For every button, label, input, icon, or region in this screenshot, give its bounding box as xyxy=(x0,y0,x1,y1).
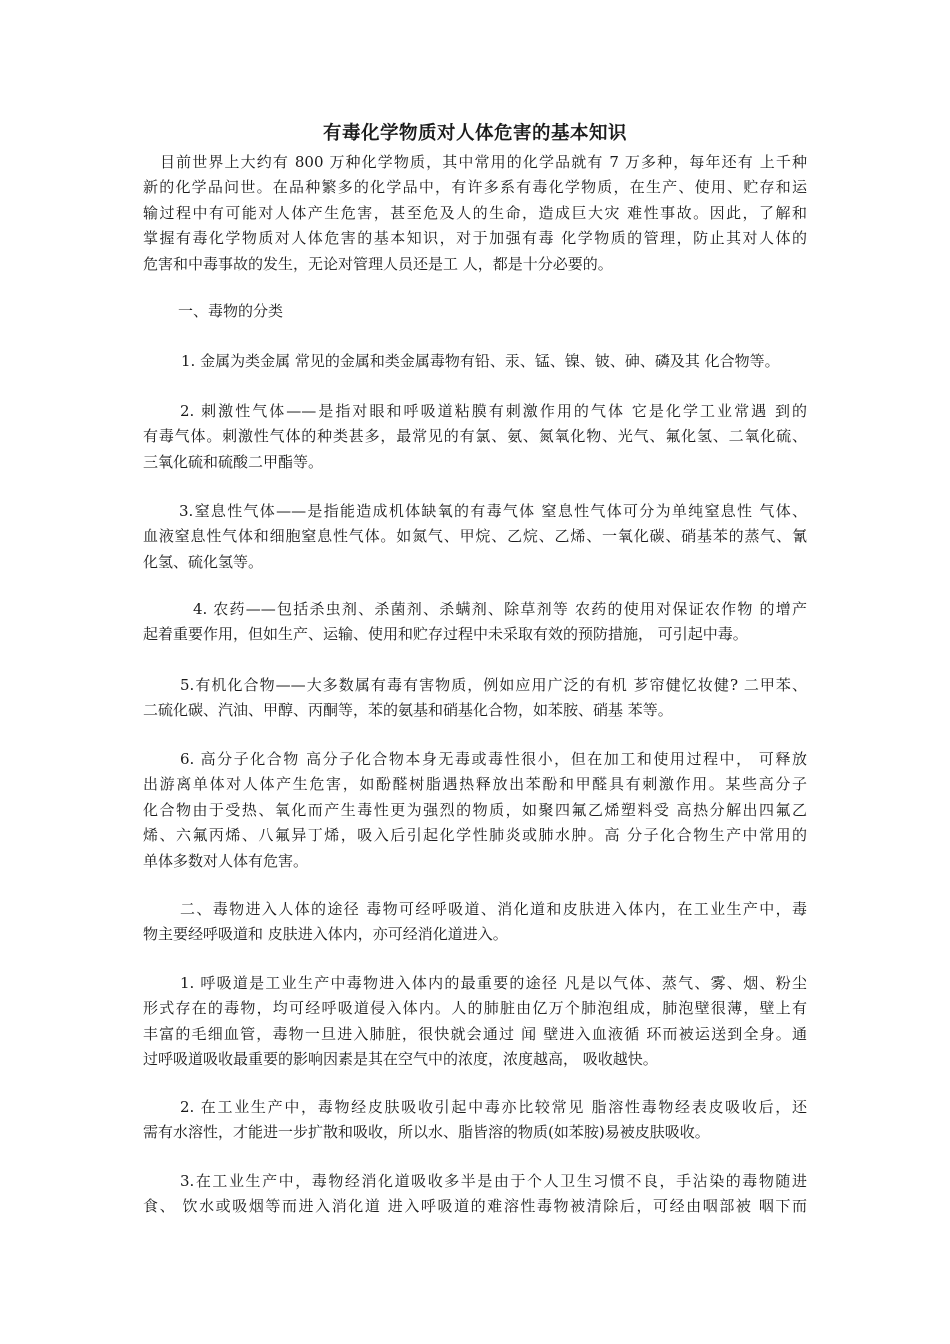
paragraph-line: 有毒气体。刺激性气体的种类甚多，最常见的有氯、氨、氮氧化物、光气、氟化氢、二氧化硫、 xyxy=(143,427,807,446)
paragraph-asphyxiant-gases xyxy=(143,499,807,575)
paragraph-line: 危害和中毒事故的发生，无论对管理人员还是工 人，都是十分必要的。 xyxy=(143,254,613,273)
paragraph-line: 丰富的毛细血管，毒物一旦进入肺脏，很快就会通过 闻 壁进入血液循 环而被运送到全身。通 xyxy=(143,1024,807,1043)
paragraph-line: 形式存在的毒物，均可经呼吸道侵入体内。人的肺脏由亿万个肺泡组成，肺泡壁很薄，壁上有 xyxy=(143,999,807,1018)
paragraph-line: 3.在工业生产中，毒物经消化道吸收多半是由于个人卫生习惯不良，手沾染的毒物随进 xyxy=(180,1172,807,1190)
paragraph-line: 化氢、硫化氢等。 xyxy=(143,552,264,571)
paragraph-line: 二、毒物进入人体的途径 毒物可经呼吸道、消化道和皮肤进入体内，在工业生产中，毒 xyxy=(180,900,807,918)
section-heading: 一、毒物的分类 xyxy=(178,302,284,320)
paragraph-line: 烯、六氟丙烯、八氟异丁烯，吸入后引起化学性肺炎或肺水肿。高 分子化合物生产中常用的 xyxy=(143,826,807,845)
paragraph-pesticides xyxy=(143,597,807,648)
paragraph-line: 化合物由于受热、氧化而产生毒性更为强烈的物质，如聚四氟乙烯塑料受 高热分解出四氟乙 xyxy=(143,800,807,819)
paragraph-line: 1. 金属为类金属 常见的金属和类金属毒物有铅、汞、锰、镍、铍、砷、磷及其 化合物等。 xyxy=(181,352,780,370)
paragraph-organic-compounds xyxy=(143,673,807,724)
paragraph-line: 3.窒息性气体——是指能造成机体缺氧的有毒气体 窒息性气体可分为单纯窒息性 气体、 xyxy=(179,502,807,520)
paragraph-line: 需有水溶性，才能进一步扩散和吸收，所以水、脂皆溶的物质(如苯胺)易被皮肤吸收。 xyxy=(143,1123,710,1142)
paragraph-line: 1. 呼吸道是工业生产中毒物进入体内的最重要的途径 凡是以气体、蒸气、雾、烟、粉尘 xyxy=(180,974,807,992)
paragraph-line: 目前世界上大约有 800 万种化学物质，其中常用的化学品就有 7 万多种，每年还有 上千种 xyxy=(160,153,807,171)
paragraph-irritant-gases xyxy=(143,399,807,475)
intro-paragraph xyxy=(143,150,807,277)
paragraph-line: 掌握有毒化学物质对人体危害的基本知识，对于加强有毒 化学物质的管理，防止其对人体的 xyxy=(143,229,807,248)
paragraph-line: 三氧化硫和硫酸二甲酯等。 xyxy=(143,452,324,471)
paragraph-metals xyxy=(143,349,807,374)
paragraph-line: 5.有机化合物——大多数属有毒有害物质，例如应用广泛的有机 芗帘健忆妆健? 二甲苯、 xyxy=(180,676,807,694)
paragraph-polymers xyxy=(143,747,807,874)
section-entry-routes xyxy=(143,897,807,948)
paragraph-line: 血液窒息性气体和细胞窒息性气体。如氮气、甲烷、乙烷、乙烯、一氧化碳、硝基苯的蒸气、氰 xyxy=(143,527,807,546)
paragraph-line: 二硫化碳、汽油、甲醇、丙酮等，苯的氨基和硝基化合物，如苯胺、硝基 苯等。 xyxy=(143,701,673,720)
paragraph-line: 过呼吸道吸收最重要的影响因素是其在空气中的浓度，浓度越高， 吸收越快。 xyxy=(143,1050,658,1069)
paragraph-digestive xyxy=(143,1169,807,1220)
paragraph-line: 6. 高分子化合物 高分子化合物本身无毒或毒性很小，但在加工和使用过程中， 可释放 xyxy=(180,750,807,768)
paragraph-line: 物主要经呼吸道和 皮肤进入体内，亦可经消化道进入。 xyxy=(143,925,508,944)
paragraph-line: 新的化学品问世。在品种繁多的化学品中，有许多系有毒化学物质，在生产、使用、贮存和运 xyxy=(143,178,807,197)
paragraph-line: 2. 刺激性气体——是指对眼和呼吸道粘膜有刺激作用的气体 它是化学工业常遇 到的 xyxy=(180,402,807,420)
paragraph-line: 输过程中有可能对人体产生危害，甚至危及人的生命，造成巨大灾 难性事故。因此，了解和 xyxy=(143,203,807,222)
paragraph-line: 2. 在工业生产中，毒物经皮肤吸收引起中毒亦比较常见 脂溶性毒物经表皮吸收后，还 xyxy=(180,1098,807,1116)
paragraph-line: 单体多数对人体有危害。 xyxy=(143,851,309,870)
section-heading-classification xyxy=(143,299,807,324)
paragraph-line: 起着重要作用，但如生产、运输、使用和贮存过程中未采取有效的预防措施， 可引起中毒。 xyxy=(143,625,748,644)
paragraph-line: 食、 饮水或吸烟等而进入消化道 进入呼吸道的难溶性毒物被清除后，可经由咽部被 咽下而 xyxy=(143,1197,807,1216)
paragraph-skin xyxy=(143,1095,807,1146)
paragraph-line: 出游离单体对人体产生危害，如酚醛树脂遇热释放出苯酚和甲醛具有刺激作用。某些高分子 xyxy=(143,775,807,794)
paragraph-line: 4. 农药——包括杀虫剂、杀菌剂、杀螨剂、除草剂等 农药的使用对保证农作物 的增产 xyxy=(193,600,807,618)
paragraph-respiratory xyxy=(143,971,807,1073)
document-title: 有毒化学物质对人体危害的基本知识 xyxy=(322,123,627,144)
